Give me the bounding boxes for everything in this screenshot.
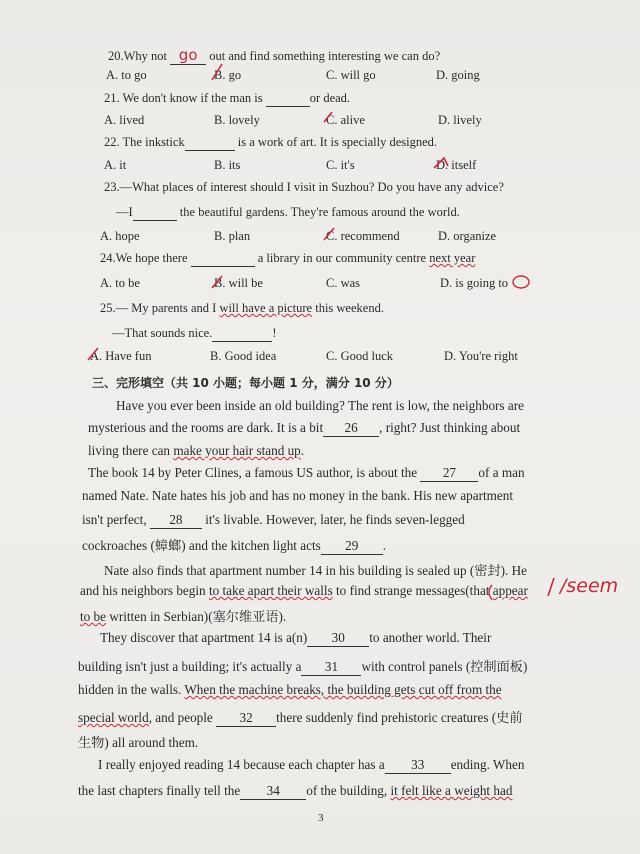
q20-option-b: B. go	[214, 68, 242, 82]
passage-text: the last chapters finally tell the	[78, 783, 241, 798]
passage-p3-line1	[100, 630, 491, 647]
q23-option-c: C. recommend	[326, 229, 400, 243]
q20-stem-after: out and find something interesting we can do?	[206, 49, 441, 63]
blank-26: 26	[323, 420, 379, 437]
passage-p1-line3	[88, 443, 304, 459]
q20-option-a: A. to go	[106, 68, 147, 82]
blank-28: 28	[150, 512, 202, 529]
q22-option-d: D. itself	[436, 158, 477, 172]
q25-marked-phrase: will have a picture	[219, 301, 313, 315]
passage-p3-line4	[78, 707, 523, 727]
passage-text: there suddenly find prehistoric creatures (史前	[276, 710, 523, 725]
q24-option-d: D. is going to	[440, 276, 509, 290]
q25-line2-before: —That sounds nice.	[112, 326, 213, 340]
q21-number: 21.	[104, 91, 120, 105]
question-25	[100, 301, 384, 316]
q23-stem: —What places of interest should I visit in Suzhou? Do you have any advice?	[119, 180, 504, 194]
question-22	[104, 135, 437, 151]
q22-blank	[185, 135, 235, 151]
passage-text: living there can	[88, 443, 174, 458]
page-number: 3	[318, 812, 324, 824]
passage-p1-line1: Have you ever been inside an old building? The rent is low, the neighbors are	[116, 398, 524, 413]
q25-line2-after: !	[272, 326, 277, 340]
handwritten-seem: /seem	[560, 575, 619, 597]
passage-p1-line5: named Nate. Nate hates his job and has no money in the bank. His new apartment	[82, 488, 514, 503]
q23-line2-after: the beautiful gardens. They're famous around the world.	[176, 205, 460, 219]
passage-text: to another world. Their	[369, 630, 492, 645]
blank-34: 34	[240, 783, 306, 800]
q21-blank	[266, 91, 310, 107]
passage-text: of a man	[478, 465, 525, 480]
q25-option-a: A. Have fun	[90, 349, 152, 363]
marked-phrase: it felt like a weight had	[390, 783, 513, 798]
passage-p1-line7	[82, 535, 386, 555]
passage-text: it's livable. However, later, he finds seven-legged	[201, 512, 465, 527]
passage-text: ending. When	[450, 757, 525, 772]
question-25-line2	[112, 326, 277, 342]
q20-option-d: D. going	[436, 68, 480, 82]
passage-p3-line5: 生物) all around them.	[78, 735, 199, 750]
q22-stem-before: The inkstick	[122, 135, 185, 149]
section-title: 三、完形填空（共 10 小题；每小题 1 分，满分 10 分）	[92, 376, 399, 390]
q24-option-a: A. to be	[100, 276, 140, 290]
passage-p3-line2	[78, 656, 527, 676]
q22-option-a: A. it	[104, 158, 127, 172]
q25-option-b: B. Good idea	[210, 349, 277, 363]
q25-stem-after: this weekend.	[312, 301, 384, 315]
passage-text: building isn't just a building; it's actually a	[78, 659, 302, 674]
passage-p1-line2	[88, 420, 520, 437]
blank-31: 31	[301, 659, 361, 676]
q21-stem-before: We don't know if the man is	[122, 91, 263, 105]
blank-27: 27	[420, 465, 478, 482]
q24-marked-next-year: next year	[429, 251, 476, 265]
marked-phrase: to take apart their walls	[208, 583, 333, 598]
q25-option-d: D. You're right	[444, 349, 518, 363]
passage-text: cockroaches (蟑螂) and the kitchen light acts	[82, 538, 321, 553]
q21-option-a: A. lived	[104, 113, 145, 127]
question-24	[100, 251, 475, 267]
passage-p1-line6	[82, 512, 465, 529]
q22-option-c: C. it's	[326, 158, 355, 172]
marked-phrase: make your hair stand up	[173, 443, 301, 458]
q24-option-b: B. will be	[214, 276, 263, 290]
passage-text: They discover that apartment 14 is a(n)	[100, 630, 308, 645]
marked-word-appear: appear	[492, 583, 528, 598]
passage-text: with control panels (控制面板)	[361, 659, 528, 674]
q23-blank	[133, 205, 177, 221]
q23-option-a: A. hope	[100, 229, 140, 243]
passage-text: and his neighbors begin	[80, 583, 209, 598]
passage-p2-line3	[80, 606, 286, 625]
passage-text: .	[300, 443, 305, 458]
q22-stem-after: is a work of art. It is specially designed.	[234, 135, 438, 149]
q20-blank	[170, 46, 206, 65]
q24-number: 24.	[100, 251, 116, 265]
question-23	[104, 180, 504, 195]
q20-handwritten-answer: go	[178, 46, 198, 64]
marked-phrase: When the machine breaks, the building gets cut off from the	[184, 682, 502, 697]
q21-option-d: D. lively	[438, 113, 482, 127]
marked-phrase: special world	[78, 710, 149, 725]
passage-p4-line1	[98, 757, 524, 774]
q25-option-c: C. Good luck	[326, 349, 394, 363]
q20-number: 20.	[108, 49, 124, 63]
passage-text: .	[382, 538, 387, 553]
passage-text: , right? Just thinking about	[379, 420, 521, 435]
q24-option-c: C. was	[326, 276, 361, 290]
question-20	[108, 46, 440, 65]
passage-text: to find strange messages(that	[332, 583, 493, 598]
q23-option-d: D. organize	[438, 229, 497, 243]
blank-33: 33	[385, 757, 451, 774]
passage-p3-line3	[78, 682, 502, 698]
passage-text: The book 14 by Peter Clines, a famous US author, is about the	[88, 465, 421, 480]
q22-number: 22.	[104, 135, 120, 149]
q21-option-b: B. lovely	[214, 113, 260, 127]
passage-text: mysterious and the rooms are dark. It is a bit	[88, 420, 324, 435]
question-21	[104, 91, 350, 107]
blank-29: 29	[321, 538, 383, 555]
q22-option-b: B. its	[214, 158, 241, 172]
q24-stem-before: We hope there	[115, 251, 188, 265]
q24-option-d-circle	[513, 276, 529, 288]
passage-text: , and people	[148, 710, 217, 725]
passage-text: of the building,	[306, 783, 391, 798]
q24-blank	[191, 251, 255, 267]
passage-text: written in Serbian)(塞尔维亚语).	[106, 609, 287, 624]
q23-option-b: B. plan	[214, 229, 251, 243]
passage-p2-line2	[80, 583, 528, 599]
passage-p2-line1: Nate also finds that apartment number 14 in his building is sealed up (密封). He	[104, 563, 528, 578]
q20-option-c: C. will go	[326, 68, 376, 82]
blank-30: 30	[307, 630, 369, 647]
q23-number: 23.	[104, 180, 120, 194]
passage-p1-line4	[88, 465, 525, 482]
blank-32: 32	[216, 710, 276, 727]
slash-mark	[548, 578, 554, 596]
q21-option-c: C. alive	[326, 113, 365, 127]
q25-stem-before: — My parents and I	[115, 301, 220, 315]
question-23-line2	[116, 205, 460, 221]
q23-line2-before: —I	[116, 205, 133, 219]
passage-text: hidden in the walls.	[78, 682, 185, 697]
passage-text: I really enjoyed reading 14 because each chapter has a	[98, 757, 385, 772]
passage-text: isn't perfect,	[82, 512, 150, 527]
q25-blank	[212, 326, 272, 342]
q25-number: 25.	[100, 301, 116, 315]
q20-stem-before: Why not	[123, 49, 168, 63]
passage-p4-line2	[78, 783, 512, 800]
q21-stem-after: or dead.	[309, 91, 351, 105]
q24-stem-after: a library in our community centre	[254, 251, 430, 265]
marked-phrase: to be	[80, 609, 107, 624]
